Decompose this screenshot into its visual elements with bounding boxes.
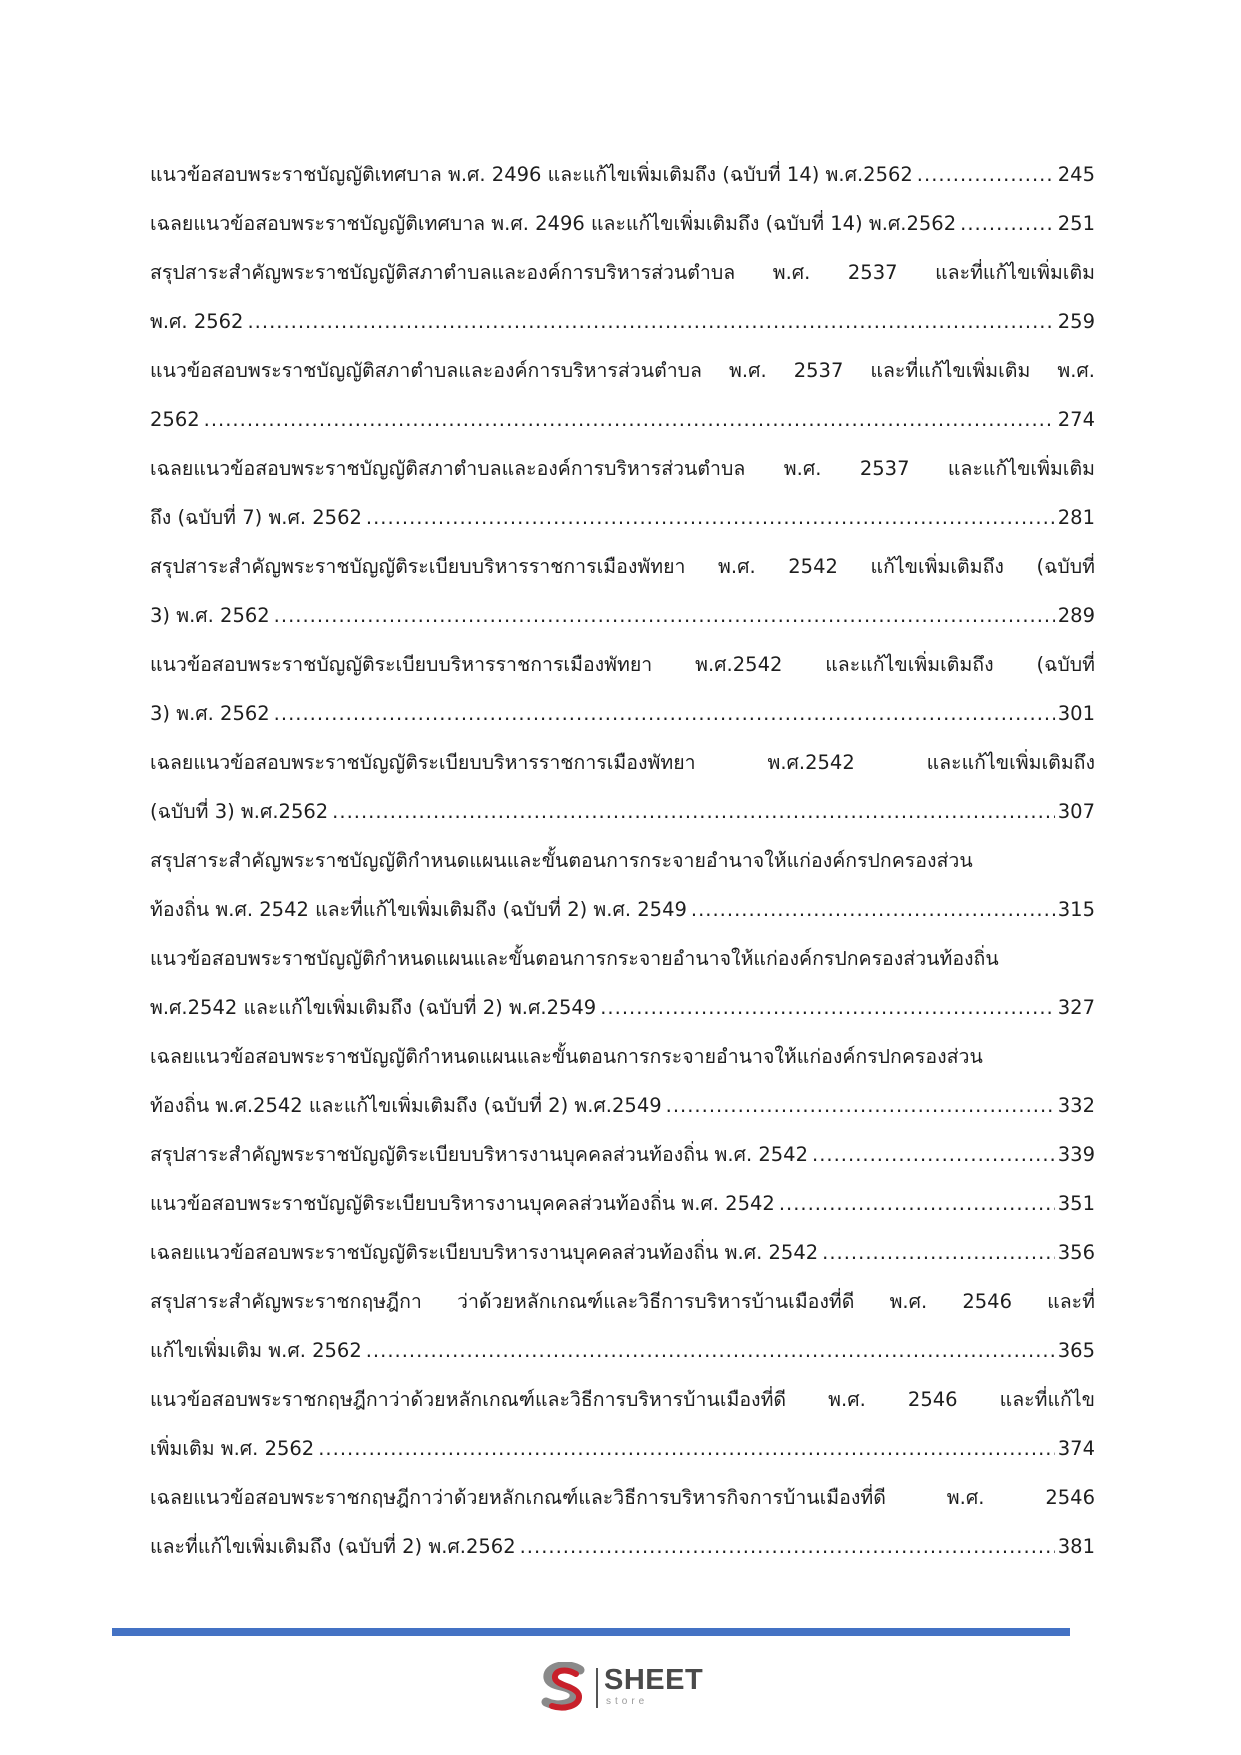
toc-entry xyxy=(150,1375,1095,1473)
toc-entry-title-line: สรุปสาระสำคัญพระราชกฤษฎีกา ว่าด้วยหลักเกณฑ์และวิธีการบริหารบ้านเมืองที่ดี พ.ศ. 2546 และที่ xyxy=(150,1290,1095,1313)
sheet-store-logo xyxy=(538,1662,708,1714)
table-of-contents xyxy=(150,150,1095,1571)
dot-leader xyxy=(691,885,1055,934)
toc-page-number: 339 xyxy=(1057,1143,1095,1166)
toc-entry-title-line: และที่แก้ไขเพิ่มเติมถึง (ฉบับที่ 2) พ.ศ.2562 xyxy=(150,1535,516,1558)
toc-page-number: 356 xyxy=(1057,1241,1095,1264)
toc-page-number: 274 xyxy=(1057,408,1095,431)
dot-leader xyxy=(274,591,1055,640)
dot-leader xyxy=(366,493,1055,542)
toc-page-number: 251 xyxy=(1057,212,1095,235)
toc-entry-title-line: ถึง (ฉบับที่ 7) พ.ศ. 2562 xyxy=(150,506,362,529)
toc-entry xyxy=(150,1032,1095,1130)
toc-entry-title-line: 2562 xyxy=(150,408,200,431)
dot-leader xyxy=(274,689,1055,738)
toc-page-number: 332 xyxy=(1057,1094,1095,1117)
toc-entry xyxy=(150,444,1095,542)
dot-leader xyxy=(247,297,1054,346)
toc-page-number: 381 xyxy=(1057,1535,1095,1558)
toc-page-number: 259 xyxy=(1057,310,1095,333)
toc-entry-row xyxy=(150,199,1095,248)
toc-entry-row xyxy=(150,297,1095,346)
logo-brand-text: SHEET xyxy=(604,1664,704,1696)
toc-entry-row xyxy=(150,493,1095,542)
toc-entry-title-line: แนวข้อสอบพระราชบัญญัติสภาตำบลและองค์การบริหารส่วนตำบล พ.ศ. 2537 และที่แก้ไขเพิ่มเติม พ.ศ. xyxy=(150,359,1095,382)
toc-entry-title-line: เพิ่มเติม พ.ศ. 2562 xyxy=(150,1437,315,1460)
toc-entry-title-line: แนวข้อสอบพระราชบัญญัติระเบียบบริหารราชการเมืองพัทยา พ.ศ.2542 และแก้ไขเพิ่มเติมถึง (ฉบับที่ xyxy=(150,653,1095,676)
dot-leader xyxy=(332,787,1055,836)
toc-page-number: 351 xyxy=(1057,1192,1095,1215)
dot-leader xyxy=(600,983,1055,1032)
toc-entry-row xyxy=(150,591,1095,640)
toc-entry xyxy=(150,1473,1095,1571)
dot-leader xyxy=(917,150,1055,199)
logo-subtext: store xyxy=(606,1696,649,1707)
toc-entry-title-line: 3) พ.ศ. 2562 xyxy=(150,702,270,725)
toc-entry-title-line: เฉลยแนวข้อสอบพระราชบัญญัติเทศบาล พ.ศ. 2496 และแก้ไขเพิ่มเติมถึง (ฉบับที่ 14) พ.ศ.2562 xyxy=(150,212,957,235)
toc-entry-title-line: แนวข้อสอบพระราชบัญญัติเทศบาล พ.ศ. 2496 และแก้ไขเพิ่มเติมถึง (ฉบับที่ 14) พ.ศ.2562 xyxy=(150,163,913,186)
toc-entry-row xyxy=(150,1424,1095,1473)
toc-entry xyxy=(150,248,1095,346)
toc-entry-title-line: สรุปสาระสำคัญพระราชบัญญัติระเบียบบริหารงานบุคคลส่วนท้องถิ่น พ.ศ. 2542 xyxy=(150,1143,808,1166)
toc-entry-title-line: เฉลยแนวข้อสอบพระราชบัญญัติกำหนดแผนและขั้นตอนการกระจายอำนาจให้แก่องค์กรปกครองส่วน xyxy=(150,1045,983,1068)
dot-leader xyxy=(960,199,1055,248)
toc-entry-title-line: (ฉบับที่ 3) พ.ศ.2562 xyxy=(150,800,329,823)
dot-leader xyxy=(318,1424,1055,1473)
toc-entry-title-line: พ.ศ.2542 และแก้ไขเพิ่มเติมถึง (ฉบับที่ 2) พ.ศ.2549 xyxy=(150,996,597,1019)
toc-entry-row xyxy=(150,689,1095,738)
toc-entry xyxy=(150,1179,1095,1228)
footer-divider-bar xyxy=(112,1628,1070,1636)
toc-entry-title-line: แก้ไขเพิ่มเติม พ.ศ. 2562 xyxy=(150,1339,362,1362)
sheet-store-s-icon xyxy=(538,1662,594,1714)
toc-entry-row xyxy=(150,1179,1095,1228)
dot-leader xyxy=(204,395,1055,444)
toc-entry xyxy=(150,150,1095,199)
toc-entry-title-line: เฉลยแนวข้อสอบพระราชบัญญัติระเบียบบริหารราชการเมืองพัทยา พ.ศ.2542 และแก้ไขเพิ่มเติมถึง xyxy=(150,751,1095,774)
toc-entry-row xyxy=(150,1522,1095,1571)
dot-leader xyxy=(779,1179,1055,1228)
toc-entry-title-line: สรุปสาระสำคัญพระราชบัญญัติระเบียบบริหารราชการเมืองพัทยา พ.ศ. 2542 แก้ไขเพิ่มเติมถึง (ฉบับที่ xyxy=(150,555,1095,578)
dot-leader xyxy=(812,1130,1055,1179)
toc-entry xyxy=(150,542,1095,640)
toc-page-number: 374 xyxy=(1057,1437,1095,1460)
toc-entry-row xyxy=(150,395,1095,444)
toc-entry-title-line: สรุปสาระสำคัญพระราชบัญญัติสภาตำบลและองค์การบริหารส่วนตำบล พ.ศ. 2537 และที่แก้ไขเพิ่มเติม xyxy=(150,261,1095,284)
toc-entry-title-line: แนวข้อสอบพระราชบัญญัติกำหนดแผนและขั้นตอนการกระจายอำนาจให้แก่องค์กรปกครองส่วนท้องถิ่น xyxy=(150,947,999,970)
toc-page-number: 245 xyxy=(1057,163,1095,186)
toc-entry-title-line: แนวข้อสอบพระราชกฤษฎีกาว่าด้วยหลักเกณฑ์และวิธีการบริหารบ้านเมืองที่ดี พ.ศ. 2546 และที่แก้ไข xyxy=(150,1388,1095,1411)
dot-leader xyxy=(822,1228,1055,1277)
toc-entry-title-line: พ.ศ. 2562 xyxy=(150,310,244,333)
toc-entry xyxy=(150,738,1095,836)
toc-entry-title-line: เฉลยแนวข้อสอบพระราชกฤษฎีกาว่าด้วยหลักเกณฑ์และวิธีการบริหารกิจการบ้านเมืองที่ดี พ.ศ. 2546 xyxy=(150,1486,1095,1509)
toc-entry xyxy=(150,640,1095,738)
toc-entry-row xyxy=(150,885,1095,934)
toc-page-number: 289 xyxy=(1057,604,1095,627)
dot-leader xyxy=(666,1081,1055,1130)
toc-entry-row xyxy=(150,1130,1095,1179)
toc-entry-title-line: ท้องถิ่น พ.ศ.2542 และแก้ไขเพิ่มเติมถึง (ฉบับที่ 2) พ.ศ.2549 xyxy=(150,1094,662,1117)
toc-page-number: 315 xyxy=(1057,898,1095,921)
toc-entry-row xyxy=(150,150,1095,199)
toc-page-number: 307 xyxy=(1057,800,1095,823)
toc-entry xyxy=(150,346,1095,444)
toc-entry-row xyxy=(150,1228,1095,1277)
dot-leader xyxy=(520,1522,1055,1571)
toc-entry-title-line: แนวข้อสอบพระราชบัญญัติระเบียบบริหารงานบุคคลส่วนท้องถิ่น พ.ศ. 2542 xyxy=(150,1192,775,1215)
toc-page-number: 281 xyxy=(1057,506,1095,529)
toc-entry-title-line: ท้องถิ่น พ.ศ. 2542 และที่แก้ไขเพิ่มเติมถึง (ฉบับที่ 2) พ.ศ. 2549 xyxy=(150,898,687,921)
toc-entry xyxy=(150,1228,1095,1277)
logo-divider xyxy=(596,1668,598,1708)
toc-entry-row xyxy=(150,787,1095,836)
toc-entry-title-line: เฉลยแนวข้อสอบพระราชบัญญัติระเบียบบริหารงานบุคคลส่วนท้องถิ่น พ.ศ. 2542 xyxy=(150,1241,819,1264)
toc-entry xyxy=(150,934,1095,1032)
toc-page-number: 327 xyxy=(1057,996,1095,1019)
toc-entry-title-line: เฉลยแนวข้อสอบพระราชบัญญัติสภาตำบลและองค์การบริหารส่วนตำบล พ.ศ. 2537 และแก้ไขเพิ่มเติม xyxy=(150,457,1095,480)
toc-entry-title-line: สรุปสาระสำคัญพระราชบัญญัติกำหนดแผนและขั้นตอนการกระจายอำนาจให้แก่องค์กรปกครองส่วน xyxy=(150,849,973,872)
dot-leader xyxy=(366,1326,1055,1375)
toc-entry-title-line: 3) พ.ศ. 2562 xyxy=(150,604,270,627)
toc-entry xyxy=(150,199,1095,248)
toc-entry xyxy=(150,1277,1095,1375)
toc-entry xyxy=(150,1130,1095,1179)
toc-entry xyxy=(150,836,1095,934)
toc-entry-row xyxy=(150,983,1095,1032)
toc-entry-row xyxy=(150,1081,1095,1130)
toc-page-number: 301 xyxy=(1057,702,1095,725)
toc-entry-row xyxy=(150,1326,1095,1375)
toc-page-number: 365 xyxy=(1057,1339,1095,1362)
